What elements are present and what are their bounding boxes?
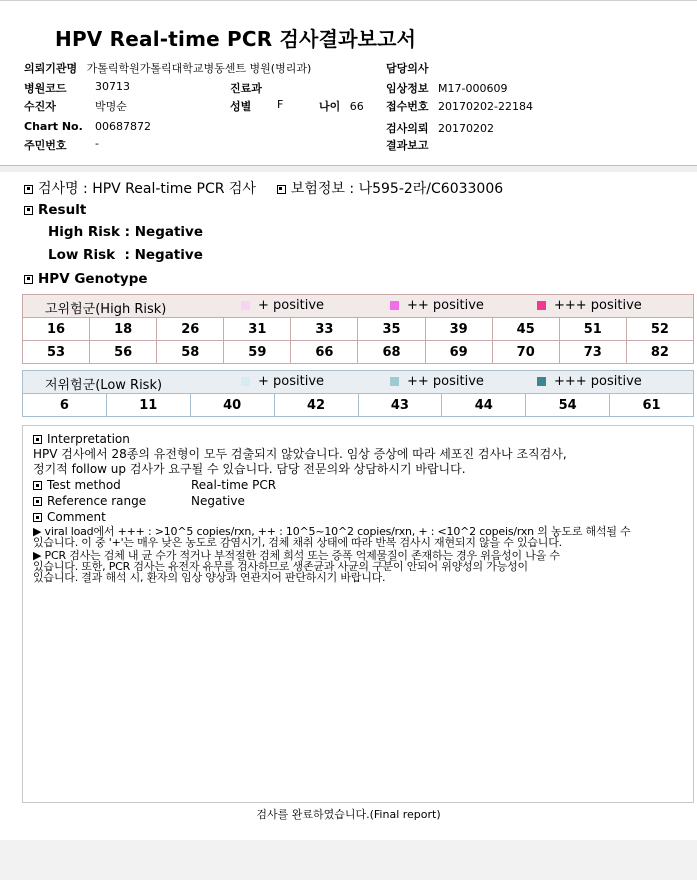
clinical-value: M17-000609 (438, 82, 508, 95)
low-risk-label: 저위험군(Low Risk) (45, 378, 163, 393)
report-header (0, 1, 697, 166)
genotype-cell: 31 (224, 318, 291, 341)
comment-line-1: ▶ viral load에서 +++ : >10^5 copies/rxn, ++ : 10^5~10^2 copies/rxn, + : <10^2 copeis/rxn 의 농도로 해석될 수 (33, 525, 631, 538)
genotype-cell: 51 (559, 318, 626, 341)
legend-plus-plus: ++ positive (390, 374, 484, 389)
legend-plus-plus: ++ positive (390, 298, 484, 313)
high-risk-row-1 (23, 318, 694, 341)
legend-plus-plus-plus: +++ positive (537, 298, 642, 313)
resident-no-field (24, 137, 99, 153)
request-date-field (386, 120, 494, 136)
sex-label: 성별 (230, 100, 252, 113)
patient-label: 수진자 (24, 100, 56, 113)
square-bullet-icon (33, 513, 42, 522)
institution-row (24, 60, 311, 76)
genotype-cell: 35 (358, 318, 425, 341)
swatch-icon (241, 301, 250, 310)
header-separator (0, 166, 697, 172)
receipt-label: 접수번호 (386, 100, 429, 113)
genotype-cell: 26 (157, 318, 224, 341)
square-bullet-icon (24, 185, 33, 194)
low-risk-row (23, 394, 694, 417)
genotype-cell: 11 (106, 394, 190, 417)
age-label: 나이 (319, 100, 341, 113)
genotype-cell: 61 (610, 394, 694, 417)
patient-field (24, 98, 127, 114)
test-method-label: Test method (47, 478, 121, 492)
genotype-cell: 45 (492, 318, 559, 341)
interpretation-heading: Interpretation (33, 432, 130, 446)
request-value: 20170202 (438, 122, 495, 135)
square-bullet-icon (24, 206, 33, 215)
square-bullet-icon (33, 497, 42, 506)
test-method-row (33, 478, 277, 492)
square-bullet-icon (33, 435, 42, 444)
genotype-cell: 43 (358, 394, 442, 417)
patient-value: 박명순 (95, 100, 127, 113)
chart-no-label: Chart No. (24, 120, 83, 133)
square-bullet-icon (24, 275, 33, 284)
receipt-field (386, 98, 533, 114)
clinical-label: 임상정보 (386, 82, 429, 95)
sex-field (230, 98, 284, 114)
genotype-cell: 42 (274, 394, 358, 417)
receipt-value: 20170202-22184 (438, 100, 533, 113)
genotype-cell: 40 (190, 394, 274, 417)
swatch-icon (390, 377, 399, 386)
age-field (319, 98, 364, 114)
test-method-value: Real-time PCR (191, 478, 277, 492)
request-label: 검사의뢰 (386, 122, 429, 135)
bottom-band (0, 840, 697, 880)
genotype-cell: 39 (425, 318, 492, 341)
square-bullet-icon (277, 185, 286, 194)
doctor-label: 담당의사 (386, 62, 429, 75)
test-name: 검사명 : HPV Real-time PCR 검사 (38, 181, 256, 197)
legend-plus: + positive (241, 298, 324, 313)
square-bullet-icon (33, 481, 42, 490)
insurance-info: 보험정보 : 나595-2라/C6033006 (290, 181, 504, 197)
comment-line-4: 있습니다. 또한, PCR 검사는 유전자 유무를 검사하므로 생존균과 사균의 구분이 안되어 위양성의 가능성이 (33, 560, 528, 573)
genotype-cell: 59 (224, 341, 291, 364)
swatch-icon (537, 377, 546, 386)
final-report-note: 검사를 완료하였습니다.(Final report) (256, 808, 441, 821)
genotype-cell: 6 (23, 394, 107, 417)
interpretation-box (22, 425, 694, 803)
comment-heading: Comment (33, 510, 106, 524)
genotype-cell: 56 (90, 341, 157, 364)
age-value: 66 (349, 100, 364, 113)
hospital-code-field (24, 80, 130, 96)
comment-line-5: 있습니다. 결과 해석 시, 환자의 임상 양상과 연관지어 판단하시기 바랍니다. (33, 571, 386, 584)
reference-range-value: Negative (191, 494, 245, 508)
reference-range-row (33, 494, 245, 508)
genotype-cell: 69 (425, 341, 492, 364)
sex-value: F (277, 98, 284, 111)
swatch-icon (390, 301, 399, 310)
high-risk-result: High Risk : Negative (48, 224, 203, 240)
legend-plus-plus-plus: +++ positive (537, 374, 642, 389)
report-label: 결과보고 (386, 139, 429, 152)
report-title: HPV Real-time PCR 검사결과보고서 (55, 27, 417, 51)
resident-value: - (95, 137, 99, 150)
genotype-cell: 82 (626, 341, 693, 364)
high-risk-label: 고위험군(High Risk) (45, 302, 167, 317)
report-date-field (386, 137, 435, 153)
high-risk-header (23, 295, 694, 318)
genotype-cell: 44 (442, 394, 526, 417)
genotype-cell: 73 (559, 341, 626, 364)
institution-value: 가톨릭학원가톨릭대학교병동센트 병원(병리과) (86, 62, 312, 75)
dept-field (230, 80, 268, 96)
interpretation-line-2: 정기적 follow up 검사가 요구될 수 있습니다. 담당 전문의와 상담하시기 바랍니다. (33, 462, 466, 476)
high-risk-genotype-table (22, 294, 694, 364)
doctor-field (386, 60, 435, 76)
low-risk-result: Low Risk : Negative (48, 247, 203, 263)
genotype-cell: 54 (526, 394, 610, 417)
result-heading: Result (24, 202, 86, 218)
dept-label: 진료과 (230, 82, 262, 95)
genotype-cell: 16 (23, 318, 90, 341)
test-info-line (24, 178, 503, 198)
institution-label: 의뢰기관명 (24, 62, 78, 75)
legend-plus: + positive (241, 374, 324, 389)
chart-no-value: 00687872 (95, 120, 151, 133)
high-risk-row-2 (23, 341, 694, 364)
resident-label: 주민번호 (24, 139, 67, 152)
hospital-code-label: 병원코드 (24, 82, 67, 95)
genotype-cell: 53 (23, 341, 90, 364)
genotype-cell: 18 (90, 318, 157, 341)
genotype-cell: 68 (358, 341, 425, 364)
genotype-heading: HPV Genotype (24, 271, 148, 287)
genotype-cell: 58 (157, 341, 224, 364)
genotype-cell: 66 (291, 341, 358, 364)
genotype-cell: 33 (291, 318, 358, 341)
comment-line-2: 있습니다. 이 중 '+'는 매우 낮은 농도로 감염시기, 검체 채취 상태에 따라 반복 검사시 재현되지 않을 수 있습니다. (33, 536, 562, 549)
hospital-code-value: 30713 (95, 80, 130, 93)
interpretation-line-1: HPV 검사에서 28종의 유전형이 모두 검출되지 않았습니다. 임상 증상에 따라 세포진 검사나 조직검사, (33, 447, 567, 461)
genotype-cell: 70 (492, 341, 559, 364)
chart-no-field (24, 120, 151, 133)
swatch-icon (241, 377, 250, 386)
comment-line-3: ▶ PCR 검사는 검체 내 균 수가 적거나 부적절한 검체 희석 또는 증폭 억제물질이 존재하는 경우 위음성이 나올 수 (33, 549, 560, 562)
low-risk-genotype-table (22, 370, 694, 417)
swatch-icon (537, 301, 546, 310)
low-risk-header (23, 371, 694, 394)
genotype-cell: 52 (626, 318, 693, 341)
reference-range-label: Reference range (47, 494, 147, 508)
clinical-info-field (386, 80, 507, 96)
